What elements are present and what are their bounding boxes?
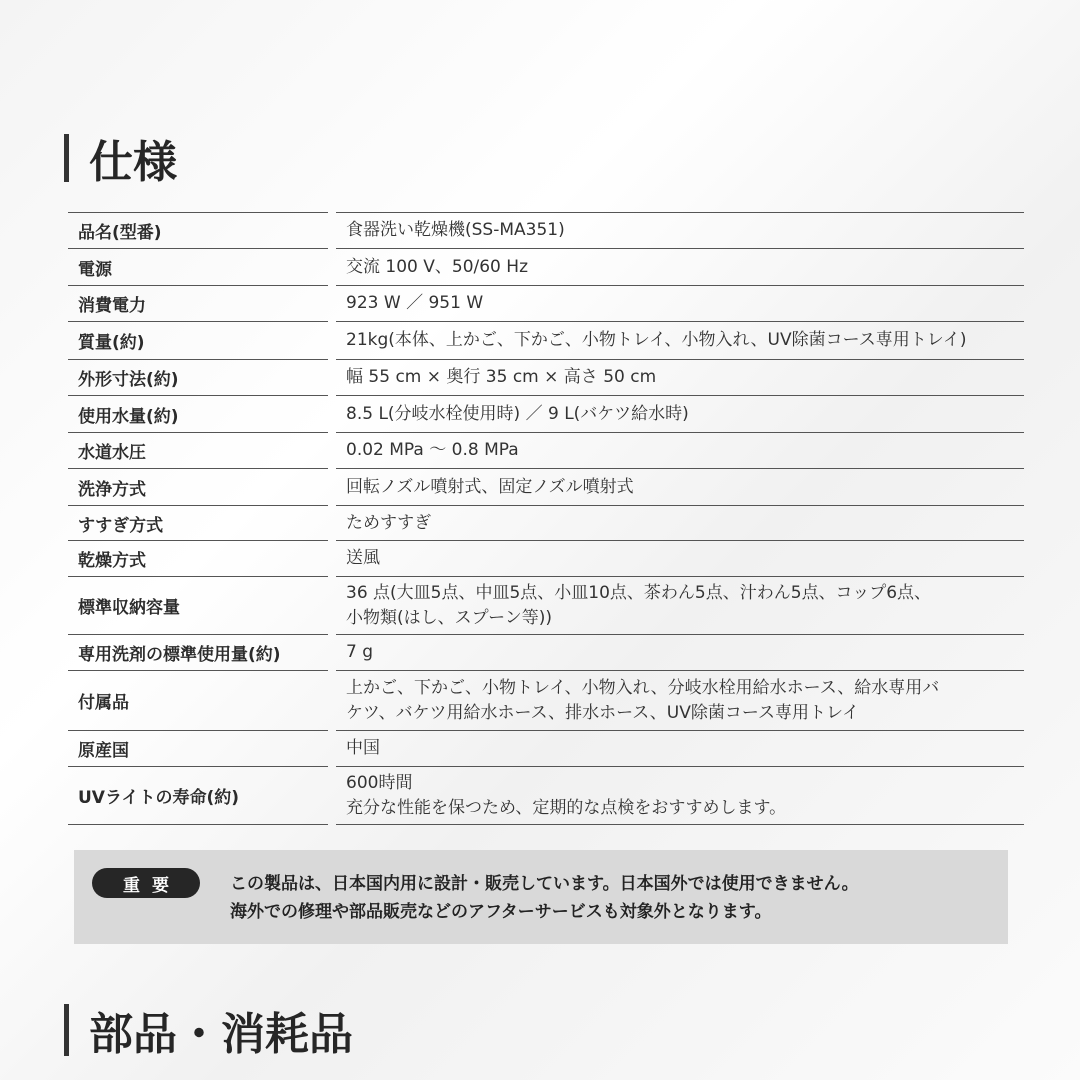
- spec-row: [68, 212, 1024, 248]
- spec-value-line: 600時間: [346, 772, 413, 793]
- spec-value-line: 交流 100 V、50/60 Hz: [346, 256, 528, 277]
- spec-value-line: 小物類(はし、スプーン等)): [346, 607, 553, 628]
- spec-label: 専用洗剤の標準使用量(約): [68, 634, 328, 670]
- spec-value-lines: [346, 291, 483, 316]
- spec-label: 水道水圧: [68, 432, 328, 468]
- heading-bar: [64, 134, 69, 182]
- spec-value: [336, 576, 1024, 634]
- spec-value: [336, 730, 1024, 766]
- rule-right: [336, 824, 1024, 825]
- spec-row: [68, 321, 1024, 359]
- spec-label: 洗浄方式: [68, 468, 328, 505]
- spec-value-lines: [346, 736, 380, 761]
- spec-label: UVライトの寿命(約): [68, 766, 328, 824]
- spec-value: [336, 468, 1024, 505]
- spec-label: 電源: [68, 248, 328, 285]
- spec-value-lines: [346, 676, 939, 726]
- spec-value-lines: [346, 581, 931, 631]
- spec-row: [68, 766, 1024, 824]
- spec-value: [336, 321, 1024, 359]
- spec-value-line: 36 点(大皿5点、中皿5点、小皿10点、茶わん5点、汁わん5点、コップ6点、: [346, 582, 932, 603]
- spec-value-line: 中国: [346, 738, 380, 758]
- spec-value: [336, 212, 1024, 248]
- spec-table: [68, 212, 1024, 825]
- spec-value-line: 充分な性能を保つため、定期的な点検をおすすめします。: [346, 797, 787, 818]
- spec-row: [68, 359, 1024, 395]
- parts-heading: [64, 998, 353, 1062]
- important-notice: [74, 850, 1008, 944]
- spec-value: [336, 432, 1024, 468]
- spec-value-lines: [346, 546, 380, 571]
- spec-value-lines: [346, 218, 565, 243]
- spec-row: [68, 576, 1024, 634]
- spec-value-lines: [346, 365, 656, 390]
- spec-heading-text: 仕様: [89, 137, 177, 188]
- table-bottom-rule: [68, 824, 1024, 825]
- spec-value-lines: [346, 328, 967, 353]
- spec-value: [336, 285, 1024, 321]
- spec-row: [68, 248, 1024, 285]
- spec-row: [68, 670, 1024, 730]
- parts-heading-text: 部品・消耗品: [89, 1009, 353, 1060]
- spec-label: 質量(約): [68, 321, 328, 359]
- spec-row: [68, 468, 1024, 505]
- notice-text: [230, 870, 859, 926]
- spec-label: 消費電力: [68, 285, 328, 321]
- spec-label: 乾燥方式: [68, 540, 328, 576]
- spec-value: [336, 395, 1024, 432]
- spec-value-line: 0.02 MPa 〜 0.8 MPa: [346, 440, 519, 460]
- heading-bar: [64, 1004, 69, 1056]
- spec-label: 使用水量(約): [68, 395, 328, 432]
- spec-value-line: 8.5 L(分岐水栓使用時) ／ 9 L(バケツ給水時): [346, 403, 689, 424]
- spec-value-line: ケツ、バケツ用給水ホース、排水ホース、UV除菌コース専用トレイ: [346, 702, 860, 723]
- spec-label: すすぎ方式: [68, 505, 328, 540]
- spec-value-line: 送風: [346, 548, 380, 568]
- spec-value: [336, 505, 1024, 540]
- spec-row: [68, 634, 1024, 670]
- spec-label: 外形寸法(約): [68, 359, 328, 395]
- spec-value-line: 上かご、下かご、小物トレイ、小物入れ、分岐水栓用給水ホース、給水専用バ: [346, 677, 940, 698]
- spec-row: [68, 540, 1024, 576]
- spec-value: [336, 766, 1024, 824]
- spec-value-lines: [346, 475, 634, 500]
- spec-value: [336, 248, 1024, 285]
- spec-value-line: 回転ノズル噴射式、固定ノズル噴射式: [346, 476, 634, 497]
- spec-value-lines: [346, 255, 528, 280]
- spec-value-lines: [346, 438, 519, 463]
- spec-row: [68, 505, 1024, 540]
- spec-value: [336, 670, 1024, 730]
- spec-value-lines: [346, 511, 431, 536]
- spec-row: [68, 432, 1024, 468]
- spec-value-lines: [346, 771, 786, 821]
- spec-label: 品名(型番): [68, 212, 328, 248]
- notice-line-2: 海外での修理や部品販売などのアフターサービスも対象外となります。: [230, 902, 772, 922]
- spec-value-line: 21kg(本体、上かご、下かご、小物トレイ、小物入れ、UV除菌コース専用トレイ): [346, 330, 967, 350]
- spec-value-lines: [346, 402, 689, 427]
- spec-value-line: 食器洗い乾燥機(SS-MA351): [346, 220, 565, 240]
- spec-row: [68, 395, 1024, 432]
- spec-value: [336, 634, 1024, 670]
- important-badge: 重要: [92, 868, 200, 898]
- spec-label: 原産国: [68, 730, 328, 766]
- spec-row: [68, 730, 1024, 766]
- notice-line-1: この製品は、日本国内用に設計・販売しています。日本国外では使用できません。: [230, 874, 859, 894]
- spec-value-lines: [346, 640, 373, 665]
- spec-value: [336, 540, 1024, 576]
- spec-value-line: 923 W ／ 951 W: [346, 293, 484, 313]
- spec-row: [68, 285, 1024, 321]
- rule-left: [68, 824, 328, 825]
- spec-label: 付属品: [68, 670, 328, 730]
- spec-heading: [64, 126, 177, 190]
- spec-value: [336, 359, 1024, 395]
- spec-value-line: 幅 55 cm × 奥行 35 cm × 高さ 50 cm: [346, 367, 657, 387]
- spec-value-line: 7 g: [346, 642, 374, 662]
- spec-label: 標準収納容量: [68, 576, 328, 634]
- spec-value-line: ためすすぎ: [346, 512, 432, 533]
